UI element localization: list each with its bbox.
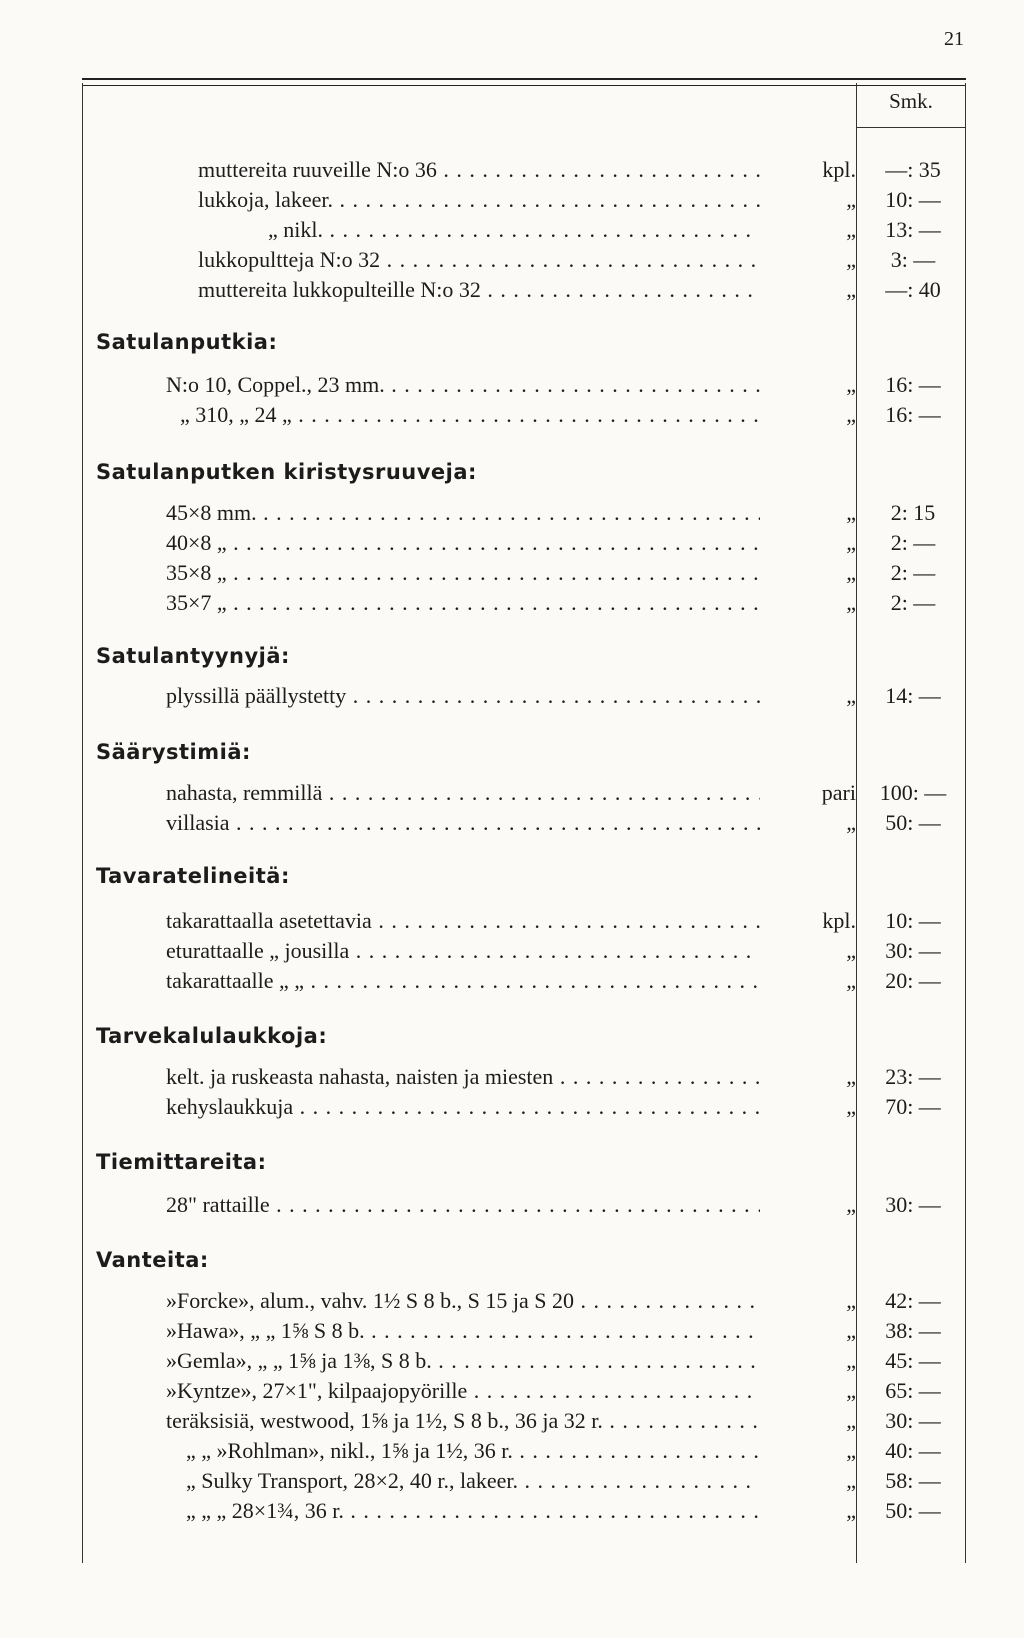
table-row [0, 1466, 1024, 1496]
table-row [0, 400, 1024, 430]
item-unit: „ [760, 245, 856, 275]
item-price: 16: — [885, 402, 941, 427]
table-row [0, 370, 1024, 400]
table-row [0, 245, 1024, 275]
table-row [0, 1286, 1024, 1316]
item-description: »Forcke», alum., vahv. 1½ S 8 b., S 15 ja S 20 . . . [166, 1286, 824, 1316]
table-row [0, 1316, 1024, 1346]
table-row [0, 966, 1024, 996]
item-price: 42: — [885, 1288, 941, 1313]
top-double-rule [82, 78, 966, 86]
item-price: 30: — [885, 1192, 941, 1217]
item-description: muttereita lukkopulteille N:o 32 . . . [198, 275, 824, 305]
table-row [0, 155, 1024, 185]
item-description: »Hawa», „ „ 1⅝ S 8 b. . . . [166, 1316, 824, 1346]
item-unit: „ [760, 1376, 856, 1406]
item-description: muttereita ruuveille N:o 36 . . . [198, 155, 824, 185]
item-price: 2: — [890, 590, 936, 615]
item-price: 10: — [885, 908, 941, 933]
table-row [0, 1062, 1024, 1092]
item-price: 38: — [885, 1318, 941, 1343]
item-description: »Kyntze», 27×1", kilpaajopyörille . . . [166, 1376, 824, 1406]
item-price: 50: — [885, 1498, 941, 1523]
item-description: 28" rattaille . . . [166, 1190, 824, 1220]
item-description: kehyslaukkuja . . . [166, 1092, 824, 1122]
page-number: 21 [944, 28, 964, 50]
item-unit: „ [760, 275, 856, 305]
item-unit: kpl. [760, 906, 856, 936]
item-description: plyssillä päällystetty . . . [166, 681, 824, 711]
item-price: 10: — [885, 187, 941, 212]
item-price: 70: — [885, 1094, 941, 1119]
item-price: 50: — [885, 810, 941, 835]
table-row [0, 498, 1024, 528]
item-unit: „ [760, 1286, 856, 1316]
item-unit: „ [760, 681, 856, 711]
section-heading-satulantyynyja: Satulantyynyjä: [96, 644, 290, 668]
item-description: „ „ „ 28×1¾, 36 r. . . . [186, 1496, 824, 1526]
table-row [0, 778, 1024, 808]
item-price: 16: — [885, 372, 941, 397]
item-unit: „ [760, 370, 856, 400]
item-description: 35×8 „ . . . [166, 558, 824, 588]
item-description: 35×7 „ . . . [166, 588, 824, 618]
item-description: „ Sulky Transport, 28×2, 40 r., lakeer. . . . [186, 1466, 824, 1496]
currency-header-rule [856, 127, 966, 128]
item-description: 40×8 „ . . . [166, 528, 824, 558]
item-unit: „ [760, 1466, 856, 1496]
item-unit: „ [760, 936, 856, 966]
item-price: 20: — [885, 968, 941, 993]
item-unit: „ [760, 1496, 856, 1526]
table-row [0, 681, 1024, 711]
item-unit: „ [760, 1062, 856, 1092]
table-row [0, 1190, 1024, 1220]
item-unit: „ [760, 1406, 856, 1436]
item-unit: „ [760, 1092, 856, 1122]
item-unit: „ [760, 1346, 856, 1376]
table-row [0, 185, 1024, 215]
table-row [0, 1406, 1024, 1436]
table-row [0, 906, 1024, 936]
section-heading-kiristysruuveja: Satulanputken kiristysruuveja: [96, 460, 477, 484]
item-description: 45×8 mm. . . . [166, 498, 824, 528]
item-description: „ „ »Rohlman», nikl., 1⅝ ja 1½, 36 r. . . . [186, 1436, 824, 1466]
item-unit: „ [760, 400, 856, 430]
item-unit: „ [760, 808, 856, 838]
item-description: lukkopultteja N:o 32 . . . [198, 245, 824, 275]
item-description: N:o 10, Coppel., 23 mm. . . . [166, 370, 824, 400]
table-row [0, 558, 1024, 588]
table-row [0, 215, 1024, 245]
section-heading-satulanputkia: Satulanputkia: [96, 330, 278, 354]
item-price: 2: — [890, 530, 936, 555]
section-heading-vanteita: Vanteita: [96, 1248, 209, 1272]
item-price: 100: — [879, 780, 947, 805]
item-description: teräksisiä, westwood, 1⅝ ja 1½, S 8 b., 36 ja 32 r. . . . [166, 1406, 824, 1436]
table-row [0, 1436, 1024, 1466]
item-price: 13: — [885, 217, 941, 242]
item-description: eturattaalle „ jousilla . . . [166, 936, 824, 966]
item-unit: „ [760, 588, 856, 618]
item-unit: „ [760, 1316, 856, 1346]
table-row [0, 936, 1024, 966]
item-price: 40: — [885, 1438, 941, 1463]
table-row [0, 528, 1024, 558]
item-description: kelt. ja ruskeasta nahasta, naisten ja miesten . . . [166, 1062, 824, 1092]
item-price: 3: — [890, 247, 936, 272]
item-unit: „ [760, 558, 856, 588]
item-price: —: 40 [885, 277, 941, 302]
item-description: nahasta, remmillä . . . [166, 778, 824, 808]
currency-header: Smk. [889, 89, 933, 113]
item-price: 45: — [885, 1348, 941, 1373]
table-row [0, 275, 1024, 305]
table-row [0, 1496, 1024, 1526]
item-price: —: 35 [885, 157, 941, 182]
section-heading-saarystimia: Säärystimiä: [96, 740, 251, 764]
item-unit: „ [760, 1190, 856, 1220]
item-price: 30: — [885, 938, 941, 963]
table-row [0, 1092, 1024, 1122]
item-unit: „ [760, 528, 856, 558]
item-description: lukkoja, lakeer. . . . [198, 185, 824, 215]
item-price: 2: — [890, 560, 936, 585]
item-description: takarattaalle „ „ . . . [166, 966, 824, 996]
item-price: 30: — [885, 1408, 941, 1433]
item-unit: „ [760, 215, 856, 245]
item-price: 14: — [885, 683, 941, 708]
item-price: 58: — [885, 1468, 941, 1493]
item-price: 23: — [885, 1064, 941, 1089]
table-row [0, 1376, 1024, 1406]
item-description: takarattaalla asetettavia . . . [166, 906, 824, 936]
item-unit: „ [760, 966, 856, 996]
item-unit: kpl. [760, 155, 856, 185]
item-unit: „ [760, 1436, 856, 1466]
item-description: „ nikl. . . . [268, 215, 824, 245]
table-row [0, 588, 1024, 618]
item-unit: „ [760, 185, 856, 215]
table-row [0, 1346, 1024, 1376]
item-price: 2: 15 [890, 500, 936, 525]
section-heading-tavaratelineita: Tavaratelineitä: [96, 864, 290, 888]
section-heading-tiemittareita: Tiemittareita: [96, 1150, 267, 1174]
item-price: 65: — [885, 1378, 941, 1403]
item-description: »Gemla», „ „ 1⅝ ja 1⅜, S 8 b. . . . [166, 1346, 824, 1376]
table-row [0, 808, 1024, 838]
item-unit: pari [760, 778, 856, 808]
item-description: „ 310, „ 24 „ . . . [180, 400, 824, 430]
item-description: villasia . . . [166, 808, 824, 838]
item-unit: „ [760, 498, 856, 528]
section-heading-tarvekalulaukkoja: Tarvekalulaukkoja: [96, 1024, 328, 1048]
